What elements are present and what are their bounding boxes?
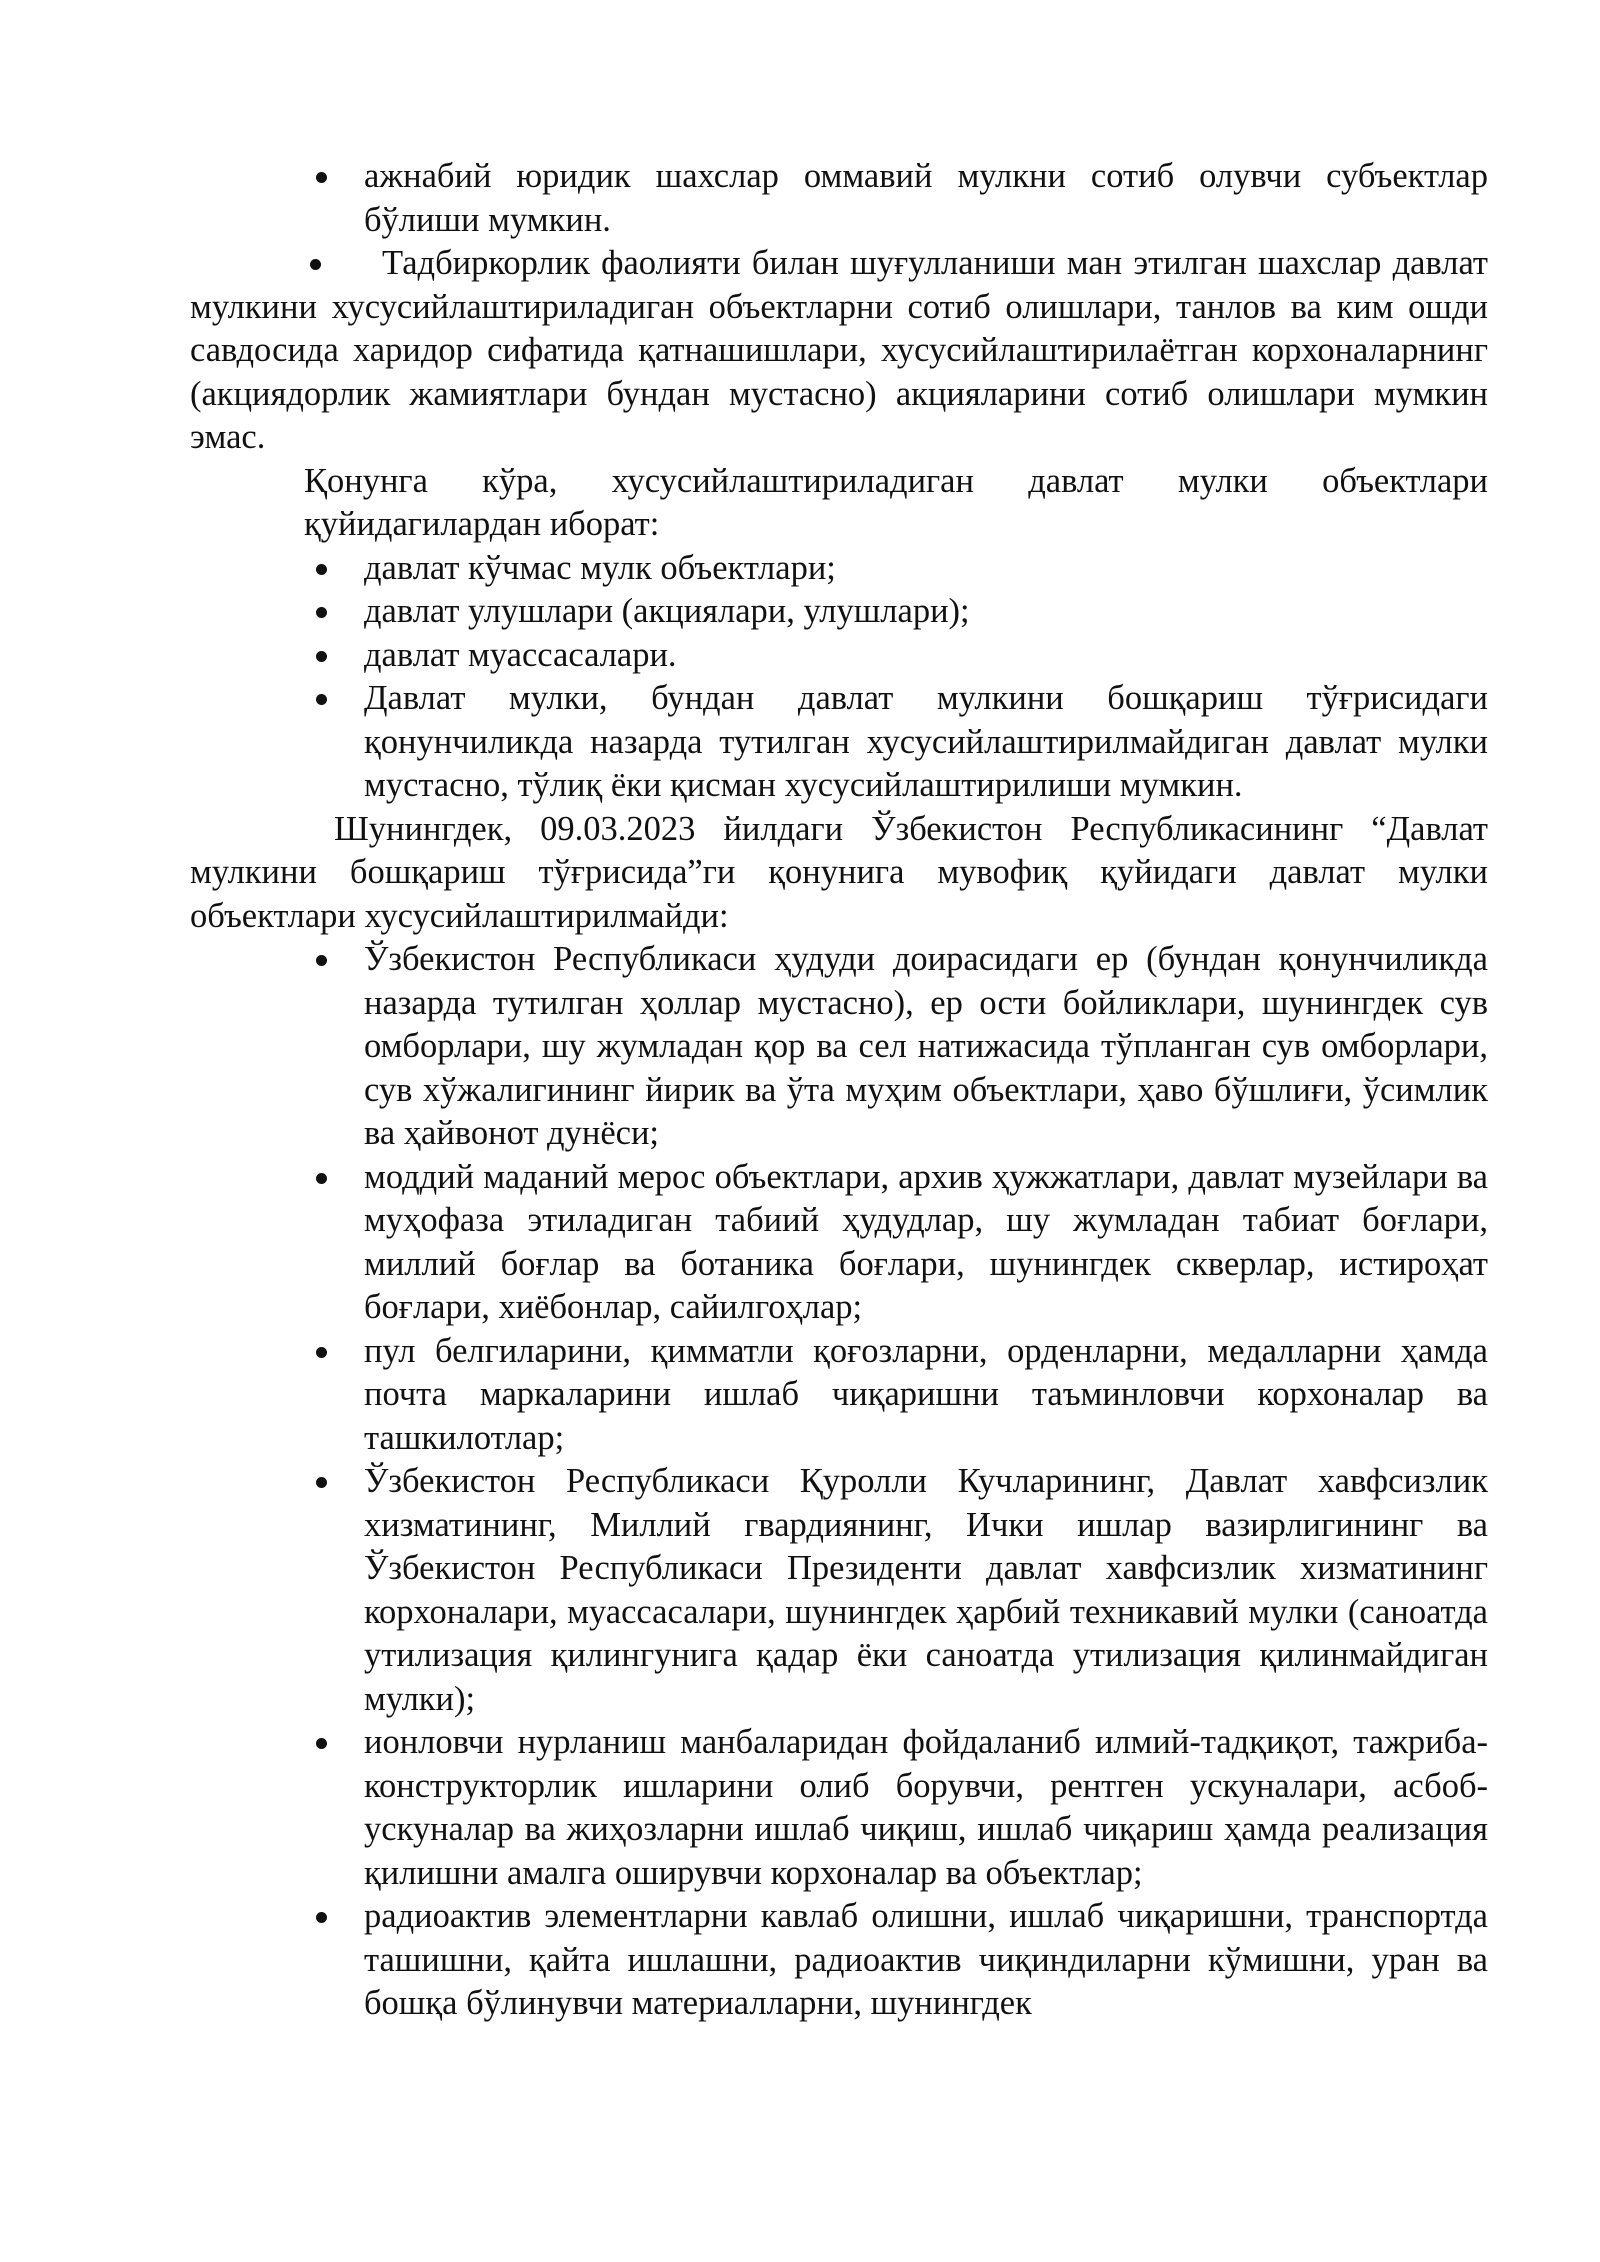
list-item (364, 1460, 1488, 1721)
list-item-text: Ўзбекистон Республикаси Қуролли Кучларининг, Давлат хавфсизлик хизматининг, Миллий гвардиянинг, Ички ишлар вазирлигининг ва Ўзбекистон Республикаси Президенти давлат хавфсизлик хизматининг корхоналари, муассасалари, шунингдек ҳарбий техникавий мулки (саноатда утилизация қилингунига қадар ёки саноатда утилизация қилинмайдиган мулки); (364, 1462, 1488, 1718)
list-item-text: ажнабий юридик шахслар оммавий мулкни сотиб олувчи субъектлар бўлиши мумкин. (364, 157, 1488, 239)
bullet-paragraph (190, 242, 1488, 460)
list-item (364, 677, 1488, 808)
list-item-text: давлат кўчмас мулк объектлари; (364, 548, 836, 587)
list-item (364, 938, 1488, 1156)
bullet-icon (316, 1738, 327, 1749)
bullet-icon (316, 564, 327, 575)
list-item-text: давлат улушлари (акциялари, улушлари); (364, 592, 970, 630)
bullet-icon (316, 1477, 327, 1488)
bullet-icon (316, 172, 327, 183)
list-item (364, 1330, 1488, 1461)
bullet-icon (310, 259, 321, 270)
list-item (364, 1156, 1488, 1330)
list-item-text: давлат муассасалари. (364, 635, 677, 674)
document-body (190, 155, 1488, 2026)
bullet-icon (316, 1347, 327, 1358)
list-item (364, 547, 1488, 591)
bullet-icon (316, 651, 327, 662)
list-item-text: радиоактив элементларни кавлаб олишни, ишлаб чиқаришни, транспортда ташишни, қайта ишлашни, радиоактив чиқиндиларни кўмишни, уран ва бошқа бўлинувчи материалларни, шунингдек (364, 1897, 1488, 2022)
bullet-list (190, 938, 1488, 2026)
list-item (364, 1721, 1488, 1895)
bullet-icon (316, 607, 327, 618)
paragraph: Қонунга кўра, хусусийлаштириладиган давлат мулки объектлари қуйидагилардан иборат: (304, 461, 1488, 543)
list-item (364, 590, 1488, 634)
list-item (364, 155, 1488, 242)
bullet-list (190, 155, 1488, 242)
list-item-text: ионловчи нурланиш манбаларидан фойдаланиб илмий-тадқиқот, тажриба-конструкторлик ишларини олиб борувчи, рентген ускуналари, асбоб-ускуналар ва жиҳозларни ишлаб чиқиш, ишлаб чиқариш ҳамда реализация қилишни амалга оширувчи корхоналар ва объектлар; (364, 1723, 1488, 1892)
bullet-icon (316, 1912, 327, 1923)
list-item-text: Ўзбекистон Республикаси ҳудуди доирасидаги ер (бундан қонунчиликда назарда тутилган ҳоллар мустасно), ер ости бойликлари, шунингдек сув омборлари, шу жумладан қор ва сел натижасида тўпланган сув омборлари, сув хўжалигининг йирик ва ўта муҳим объектлари, ҳаво бўшлиғи, ўсимлик ва ҳайвонот дунёси; (364, 940, 1488, 1152)
list-item (364, 1895, 1488, 2026)
paragraph-text: Тадбиркорлик фаолияти билан шуғулланиши ман этилган шахслар давлат мулкини хусусийлаштириладиган объектларни сотиб олишлари, танлов ва ким ошди савдосида харидор сифатида қатнашишлари, хусусийлаштирилаётган корхоналарнинг (акциядорлик жамиятлари бундан мустасно) акцияларини сотиб олишлари мумкин эмас. (190, 244, 1488, 456)
paragraph: Шунингдек, 09.03.2023 йилдаги Ўзбекистон Республикасининг “Давлат мулкини бошқариш тўғрисида”ги қонунига мувофиқ қуйидаги давлат мулки объектлари хусусийлаштирилмайди: (190, 809, 1488, 935)
bullet-icon (316, 1173, 327, 1184)
bullet-icon (316, 955, 327, 966)
bullet-icon (316, 694, 327, 705)
list-item (364, 634, 1488, 678)
list-item-text: Давлат мулки, бундан давлат мулкини бошқариш тўғрисидаги қонунчиликда назарда тутилган хусусийлаштирилмайдиган давлат мулки мустасно, тўлиқ ёки қисман хусусийлаштирилиши мумкин. (364, 679, 1488, 804)
list-item-text: пул белгиларини, қимматли қоғозларни, орденларни, медалларни ҳамда почта маркаларини ишлаб чиқаришни таъминловчи корхоналар ва ташкилотлар; (364, 1331, 1488, 1457)
list-item-text: моддий маданий мерос объектлари, архив ҳужжатлари, давлат музейлари ва муҳофаза этиладиган табиий ҳудудлар, шу жумладан табиат боғлари, миллий боғлар ва ботаника боғлари, шунингдек скверлар, истироҳат боғлари, хиёбонлар, сайилгоҳлар; (364, 1157, 1488, 1326)
bullet-list (190, 547, 1488, 808)
